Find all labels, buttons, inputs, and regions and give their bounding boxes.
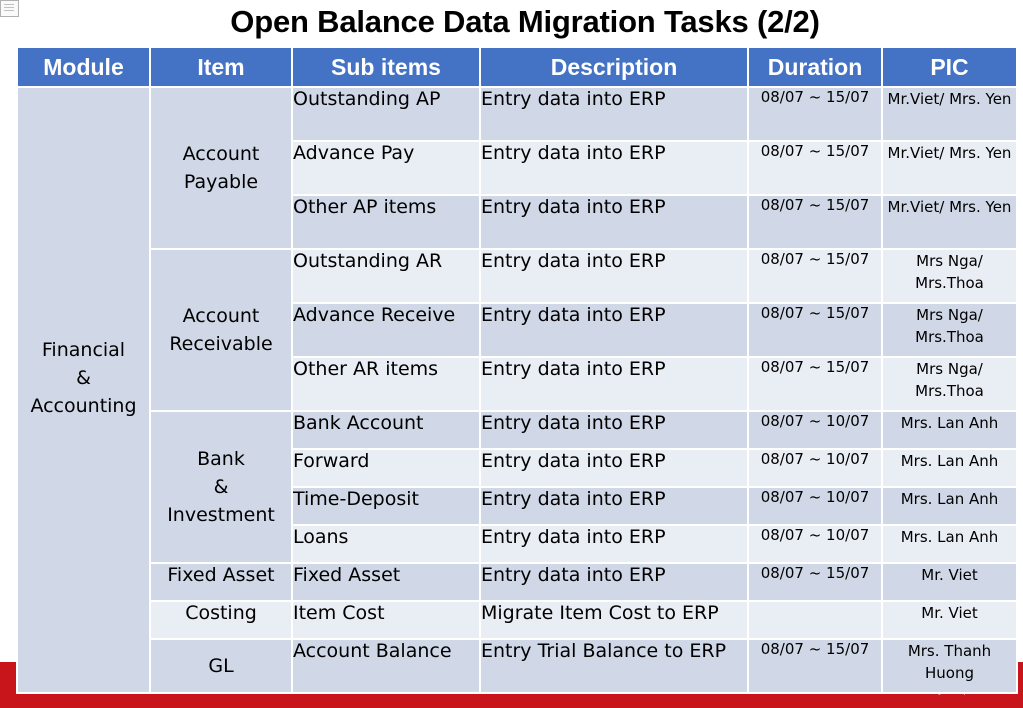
duration-cell: 08/07 ~ 10/07 <box>748 449 882 487</box>
description-cell: Entry data into ERP <box>480 411 748 449</box>
item-label: Account Payable <box>182 143 260 193</box>
sub-item-cell: Loans <box>292 525 480 563</box>
sub-item-cell: Account Balance <box>292 639 480 693</box>
pic-cell: Mrs. Lan Anh <box>882 487 1017 525</box>
item-label: Bank & Investment <box>167 448 275 526</box>
item-account-payable <box>150 87 292 249</box>
header-pic: PIC <box>882 47 1017 87</box>
duration-cell: 08/07 ~ 15/07 <box>748 639 882 693</box>
migration-tasks-table <box>16 46 1018 694</box>
table-header-row <box>17 47 1017 87</box>
table-row <box>17 639 1017 693</box>
module-label: Financial & Accounting <box>30 339 137 417</box>
duration-cell: 08/07 ~ 15/07 <box>748 563 882 601</box>
page-title: Open Balance Data Migration Tasks (2/2) <box>230 4 820 39</box>
duration-cell: 08/07 ~ 10/07 <box>748 411 882 449</box>
item-gl: GL <box>150 639 292 693</box>
description-cell: Entry data into ERP <box>480 357 748 411</box>
header-item: Item <box>150 47 292 87</box>
item-costing: Costing <box>150 601 292 639</box>
description-cell: Entry data into ERP <box>480 563 748 601</box>
pic-cell: Mr.Viet/ Mrs. Yen <box>882 87 1017 141</box>
sub-item-cell: Forward <box>292 449 480 487</box>
sub-item-cell: Bank Account <box>292 411 480 449</box>
sub-item-cell: Other AP items <box>292 195 480 249</box>
pic-cell: Mrs Nga/ Mrs.Thoa <box>882 303 1017 357</box>
item-bank-investment <box>150 411 292 563</box>
description-cell: Entry data into ERP <box>480 195 748 249</box>
pic-cell: Mrs Nga/ Mrs.Thoa <box>882 249 1017 303</box>
sub-item-cell: Advance Pay <box>292 141 480 195</box>
sub-item-cell: Advance Receive <box>292 303 480 357</box>
pic-cell: Mr.Viet/ Mrs. Yen <box>882 141 1017 195</box>
description-cell: Entry data into ERP <box>480 87 748 141</box>
duration-cell: 08/07 ~ 15/07 <box>748 249 882 303</box>
duration-cell: 08/07 ~ 15/07 <box>748 357 882 411</box>
sub-item-cell: Fixed Asset <box>292 563 480 601</box>
pic-cell: Mr. Viet <box>882 601 1017 639</box>
description-cell: Entry data into ERP <box>480 141 748 195</box>
item-fixed-asset: Fixed Asset <box>150 563 292 601</box>
description-cell: Entry data into ERP <box>480 449 748 487</box>
sub-item-cell: Outstanding AR <box>292 249 480 303</box>
pic-cell: Mrs. Lan Anh <box>882 525 1017 563</box>
description-cell: Entry Trial Balance to ERP <box>480 639 748 693</box>
table-row <box>17 601 1017 639</box>
header-module: Module <box>17 47 150 87</box>
description-cell: Entry data into ERP <box>480 525 748 563</box>
duration-cell: 08/07 ~ 15/07 <box>748 87 882 141</box>
table-row <box>17 249 1017 303</box>
header-sub-items: Sub items <box>292 47 480 87</box>
description-cell: Entry data into ERP <box>480 487 748 525</box>
duration-cell: 08/07 ~ 15/07 <box>748 303 882 357</box>
header-duration: Duration <box>748 47 882 87</box>
pic-cell: Mr. Viet <box>882 563 1017 601</box>
header-description: Description <box>480 47 748 87</box>
module-cell <box>17 87 150 693</box>
description-cell: Migrate Item Cost to ERP <box>480 601 748 639</box>
table-row <box>17 87 1017 141</box>
item-label: Account Receivable <box>169 305 273 355</box>
duration-cell: 08/07 ~ 10/07 <box>748 525 882 563</box>
sub-item-cell: Outstanding AP <box>292 87 480 141</box>
description-cell: Entry data into ERP <box>480 249 748 303</box>
duration-cell <box>748 601 882 639</box>
description-cell: Entry data into ERP <box>480 303 748 357</box>
duration-cell: 08/07 ~ 15/07 <box>748 195 882 249</box>
table-row <box>17 411 1017 449</box>
pic-cell: Mrs. Lan Anh <box>882 411 1017 449</box>
pic-cell: Mrs Nga/ Mrs.Thoa <box>882 357 1017 411</box>
item-account-receivable <box>150 249 292 411</box>
table-row <box>17 563 1017 601</box>
pic-cell: Mrs. Thanh Huong <box>882 639 1017 693</box>
sub-item-cell: Item Cost <box>292 601 480 639</box>
duration-cell: 08/07 ~ 10/07 <box>748 487 882 525</box>
pic-cell: Mrs. Lan Anh <box>882 449 1017 487</box>
sub-item-cell: Time-Deposit <box>292 487 480 525</box>
pic-cell: Mr.Viet/ Mrs. Yen <box>882 195 1017 249</box>
sub-item-cell: Other AR items <box>292 357 480 411</box>
duration-cell: 08/07 ~ 15/07 <box>748 141 882 195</box>
